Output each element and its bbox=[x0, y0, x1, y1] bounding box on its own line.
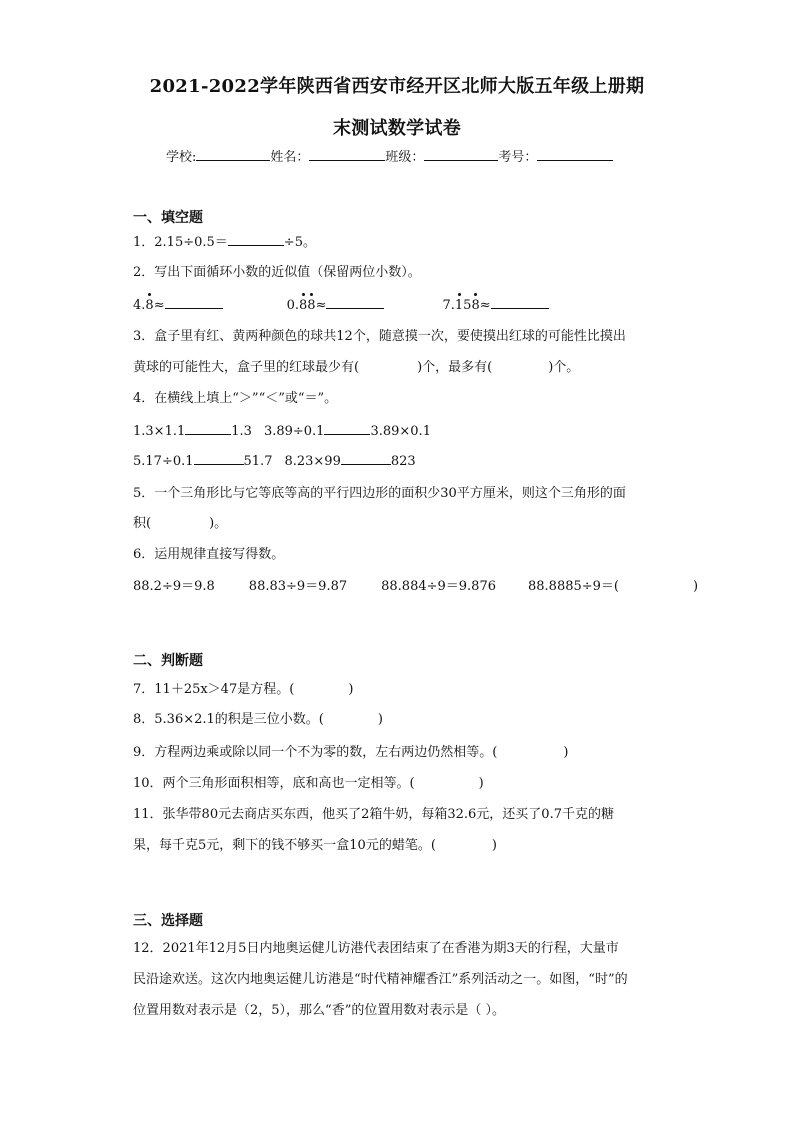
q1-answer-blank[interactable] bbox=[228, 233, 284, 246]
q4-blank-2[interactable] bbox=[324, 422, 370, 435]
question-12-line2: 民沿途欢送。这次内地奥运健儿访港是“时代精神耀香江”系列活动之一。如图，“时”的 bbox=[133, 972, 628, 987]
question-2-items bbox=[133, 296, 549, 315]
question-5-line1: 5．一个三角形比与它等底等高的平行四边形的面积少30平方厘米，则这个三角形的面 bbox=[133, 486, 626, 501]
q2-item-1-blank[interactable] bbox=[165, 296, 223, 309]
section-heading-fill: 一、填空题 bbox=[133, 210, 203, 226]
question-12-line3: 位置用数对表示是（2，5），那么“香”的位置用数对表示是（ ）。 bbox=[133, 1003, 505, 1018]
section-heading-choice: 三、选择题 bbox=[133, 913, 203, 929]
repeat-dot-icon bbox=[458, 293, 461, 296]
question-2: 2．写出下面循环小数的近似值（保留两位小数）。 bbox=[133, 265, 421, 280]
name-label: 姓名： bbox=[270, 150, 310, 165]
school-label: 学校: bbox=[166, 150, 197, 165]
name-field[interactable] bbox=[309, 147, 385, 161]
question-1 bbox=[133, 233, 316, 252]
school-field[interactable] bbox=[196, 147, 270, 161]
repeat-dot-icon bbox=[148, 293, 151, 296]
exam-title-line1: 2021-2022学年陕西省西安市经开区北师大版五年级上册期 bbox=[149, 76, 645, 97]
question-10: 10．两个三角形面积相等，底和高也一定相等。( ) bbox=[133, 776, 484, 791]
q4-blank-1[interactable] bbox=[185, 422, 231, 435]
question-6-items: 88.2÷9＝9.8 88.83÷9＝9.87 88.884÷9＝9.876 88.8885÷9＝( ) bbox=[133, 579, 699, 594]
question-4-row1: 1.3×1.1 1.3 3.89÷0.1 3.89×0.1 bbox=[133, 424, 431, 439]
question-3-line1: 3．盒子里有红、黄两种颜色的球共12个，随意摸一次，要使摸出红球的可能性比摸出 bbox=[133, 329, 626, 344]
section-heading-judge: 二、判断题 bbox=[133, 653, 203, 669]
question-3-line2: 黄球的可能性大，盒子里的红球最少有( )个，最多有( )个。 bbox=[133, 360, 580, 375]
question-11-line1: 11．张华带80元去商店买东西，他买了2箱牛奶，每箱32.6元，还买了0.7千克的糖 bbox=[133, 807, 614, 822]
q2-item-3: 7.1 58 ≈ bbox=[442, 298, 490, 313]
question-9: 9．方程两边乘或除以同一个不为零的数，左右两边仍然相等。( ) bbox=[133, 745, 569, 760]
q2-item-3-blank[interactable] bbox=[491, 296, 549, 309]
question-6: 6．运用规律直接写得数。 bbox=[133, 547, 285, 562]
student-info-row bbox=[166, 146, 613, 165]
exam-no-label: 考号： bbox=[498, 150, 538, 165]
q2-item-2-blank[interactable] bbox=[326, 296, 384, 309]
q4-blank-4[interactable] bbox=[341, 452, 391, 465]
q4-blank-3[interactable] bbox=[194, 452, 244, 465]
exam-no-field[interactable] bbox=[537, 147, 613, 161]
question-12-line1: 12．2021年12月5日内地奥运健儿访港代表团结束了在香港为期3天的行程，大量市 bbox=[133, 941, 619, 956]
q1-text: 1．2.15÷0.5＝ bbox=[133, 235, 228, 250]
question-8: 8．5.36×2.1的积是三位小数。( ) bbox=[133, 712, 383, 727]
class-label: 班级： bbox=[385, 150, 425, 165]
question-11-line2: 果，每千克5元，剩下的钱不够买一盒10元的蜡笔。( ) bbox=[133, 838, 497, 853]
q2-item-1: 4.8 ≈ bbox=[133, 298, 165, 313]
repeat-dot-icon bbox=[310, 293, 313, 296]
q1-text-end: ÷5。 bbox=[283, 235, 316, 250]
repeat-dot-icon bbox=[302, 293, 305, 296]
question-7: 7．11＋25x＞47是方程。( ) bbox=[133, 682, 354, 697]
question-4: 4．在横线上填上“＞”“＜”或“＝”。 bbox=[133, 391, 338, 406]
exam-title-line2: 末测试数学试卷 bbox=[332, 118, 462, 139]
question-5-line2: 积( )。 bbox=[133, 516, 228, 531]
repeat-dot-icon bbox=[474, 293, 477, 296]
q2-item-2: 0.8 8 ≈ bbox=[287, 298, 327, 313]
question-4-row2: 5.17÷0.1 51.7 8.23×99 823 bbox=[133, 454, 416, 469]
class-field[interactable] bbox=[424, 147, 498, 161]
